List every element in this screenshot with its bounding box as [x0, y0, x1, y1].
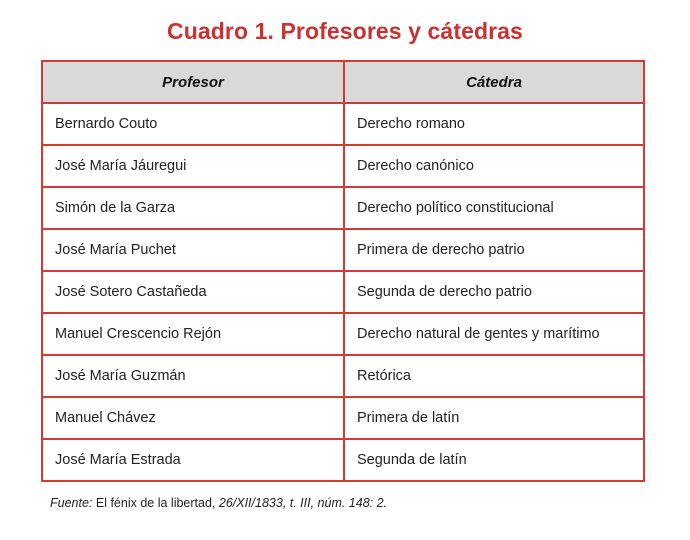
cell-professor: José María Guzmán — [42, 355, 344, 397]
cell-chair: Segunda de latín — [344, 439, 644, 481]
header-row — [42, 61, 644, 103]
table-row — [42, 271, 644, 313]
cell-professor: Bernardo Couto — [42, 103, 344, 145]
cell-chair: Segunda de derecho patrio — [344, 271, 644, 313]
cell-chair: Derecho político constitucional — [344, 187, 644, 229]
table-row — [42, 103, 644, 145]
cell-chair: Derecho romano — [344, 103, 644, 145]
source-note — [50, 496, 387, 510]
professors-table — [41, 60, 645, 482]
cell-chair: Retórica — [344, 355, 644, 397]
cell-chair: Primera de latín — [344, 397, 644, 439]
source-details: 26/XII/1833, t. III, núm. 148: 2. — [218, 496, 388, 510]
header-professor: Profesor — [42, 61, 344, 103]
table-row — [42, 355, 644, 397]
cell-chair: Primera de derecho patrio — [344, 229, 644, 271]
source-label: Fuente: — [50, 496, 93, 510]
table-container — [41, 60, 643, 482]
table-row — [42, 145, 644, 187]
cell-chair: Derecho canónico — [344, 145, 644, 187]
cell-professor: José María Jáuregui — [42, 145, 344, 187]
table-row — [42, 187, 644, 229]
cell-professor: José María Puchet — [42, 229, 344, 271]
cell-professor: Simón de la Garza — [42, 187, 344, 229]
cell-chair: Derecho natural de gentes y marítimo — [344, 313, 644, 355]
cell-professor: José Sotero Castañeda — [42, 271, 344, 313]
header-chair: Cátedra — [344, 61, 644, 103]
cell-professor: Manuel Crescencio Rejón — [42, 313, 344, 355]
table-row — [42, 439, 644, 481]
table-row — [42, 397, 644, 439]
table-title: Cuadro 1. Profesores y cátedras — [167, 18, 523, 44]
cell-professor: José María Estrada — [42, 439, 344, 481]
cell-professor: Manuel Chávez — [42, 397, 344, 439]
source-publication: El fénix de la libertad, — [95, 496, 216, 510]
table-row — [42, 313, 644, 355]
table-row — [42, 229, 644, 271]
